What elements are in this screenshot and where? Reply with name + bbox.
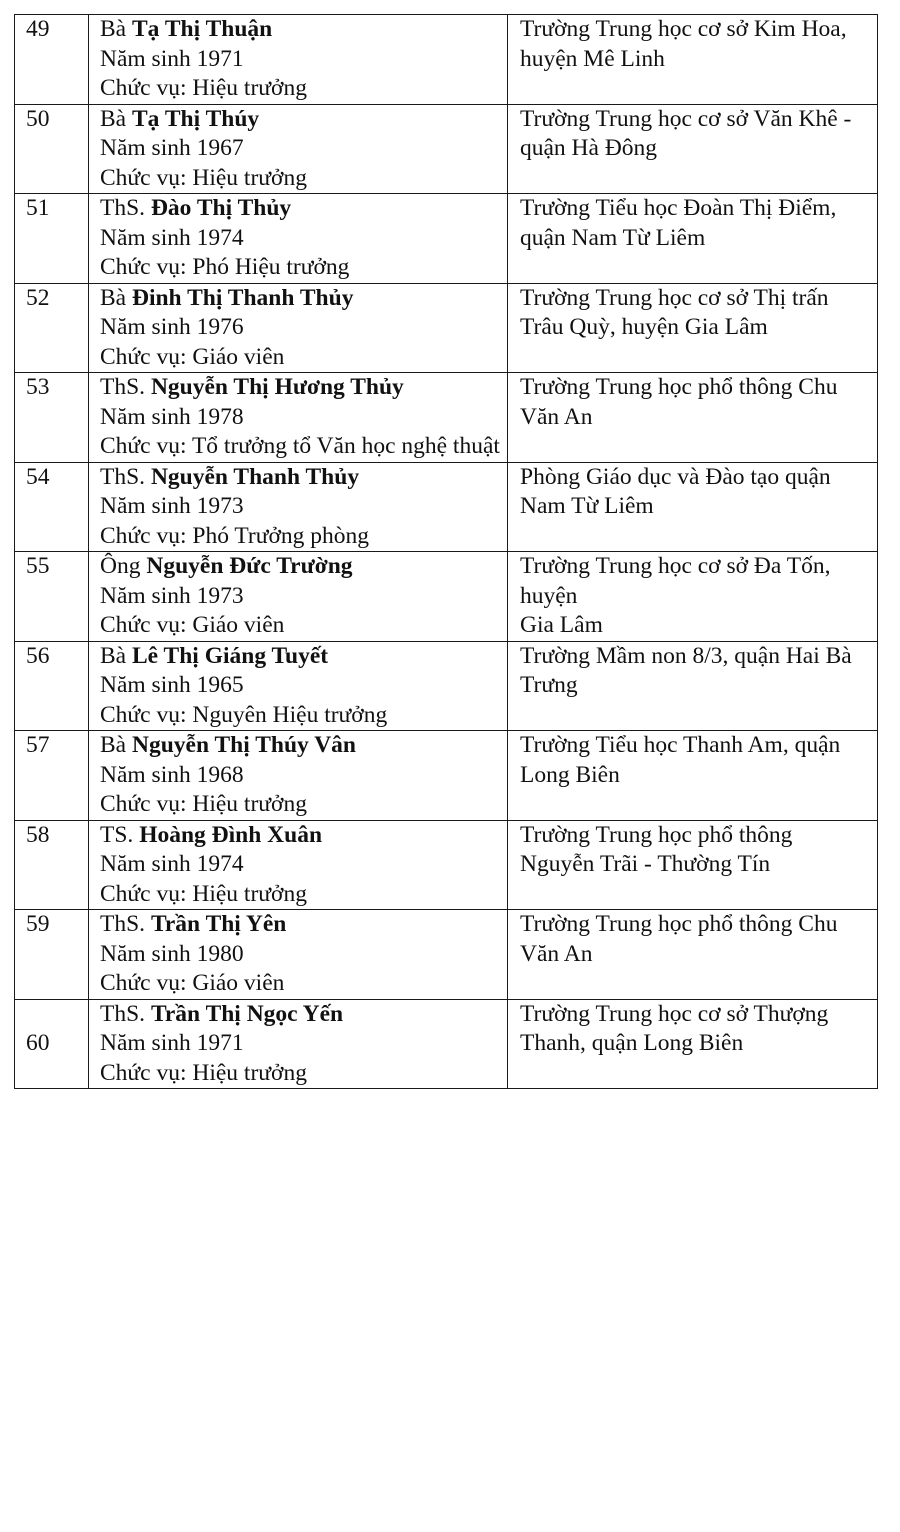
birth-year: Năm sinh 1967 xyxy=(100,135,244,161)
birth-year: Năm sinh 1971 xyxy=(100,1030,244,1056)
workplace: Trường Trung học phổ thông Chu Văn An xyxy=(520,911,838,967)
workplace: Trường Tiểu học Thanh Am, quận Long Biên xyxy=(520,732,841,788)
row-number: 55 xyxy=(15,552,89,642)
workplace-cell xyxy=(508,15,878,105)
birth-year: Năm sinh 1973 xyxy=(100,582,244,609)
workplace: Trường Trung học cơ sở Văn Khê - quận Hà Đông xyxy=(520,105,852,161)
person-name: Trần Thị Ngọc Yến xyxy=(150,1000,344,1027)
row-number: 51 xyxy=(15,194,89,284)
table-row xyxy=(15,999,878,1089)
person-cell xyxy=(89,104,508,194)
birth-year: Năm sinh 1976 xyxy=(100,314,244,340)
person-cell xyxy=(89,641,508,731)
workplace-cell xyxy=(508,104,878,194)
person-name: Hoàng Đình Xuân xyxy=(139,821,323,848)
birth-year: Năm sinh 1978 xyxy=(100,403,244,430)
person-name-line xyxy=(100,642,507,672)
person-cell xyxy=(89,552,508,642)
person-name: Tạ Thị Thuận xyxy=(131,16,273,42)
table-row xyxy=(15,641,878,731)
person-name-line xyxy=(100,15,507,45)
honorific: Bà xyxy=(100,732,127,758)
person-name: Trần Thị Yên xyxy=(150,911,287,937)
person-cell xyxy=(89,910,508,1000)
birth-year: Năm sinh 1968 xyxy=(100,761,244,788)
table-row xyxy=(15,194,878,284)
row-number: 59 xyxy=(15,910,89,1000)
workplace-cell xyxy=(508,820,878,910)
workplace: Trường Trung học cơ sở Đa Tốn, huyện xyxy=(520,553,831,609)
person-cell xyxy=(89,15,508,105)
workplace-cell xyxy=(508,283,878,373)
person-name-line xyxy=(100,284,507,314)
person-name-line xyxy=(100,105,507,135)
table-row xyxy=(15,910,878,1000)
person-cell xyxy=(89,283,508,373)
workplace-cell xyxy=(508,194,878,284)
honorific: Bà xyxy=(100,284,127,311)
workplace: Trường Mầm non 8/3, quận Hai Bà Trưng xyxy=(520,642,852,698)
position: Chức vụ: Tổ trưởng tổ Văn học nghệ thuật xyxy=(100,433,500,459)
person-name-line xyxy=(100,463,507,493)
row-number: 60 xyxy=(15,999,89,1089)
row-number: 58 xyxy=(15,820,89,910)
row-number: 56 xyxy=(15,641,89,731)
workplace: Trường Tiểu học Đoàn Thị Điểm, quận Nam Từ Liêm xyxy=(520,195,837,251)
person-name-line xyxy=(100,373,507,403)
person-name: Đinh Thị Thanh Thủy xyxy=(131,284,354,311)
position: Chức vụ: Hiệu trưởng xyxy=(100,1059,307,1086)
honorific: Ông xyxy=(100,553,141,579)
birth-year: Năm sinh 1973 xyxy=(100,493,244,519)
position: Chức vụ: Giáo viên xyxy=(100,612,285,638)
table-row xyxy=(15,820,878,910)
position: Chức vụ: Giáo viên xyxy=(100,343,285,370)
table-row xyxy=(15,373,878,463)
workplace: Trường Trung học phổ thông xyxy=(520,821,793,848)
workplace-cell xyxy=(508,731,878,821)
table-row xyxy=(15,462,878,552)
workplace: Trường Trung học cơ sở Thị trấn Trâu Quỳ, huyện Gia Lâm xyxy=(520,284,829,340)
position: Chức vụ: Nguyên Hiệu trưởng xyxy=(100,701,388,728)
person-cell xyxy=(89,999,508,1089)
person-name-line xyxy=(100,731,507,761)
table-row xyxy=(15,283,878,373)
workplace: Trường Trung học cơ sở Kim Hoa, huyện Mê Linh xyxy=(520,16,847,72)
row-number: 54 xyxy=(15,462,89,552)
birth-year: Năm sinh 1965 xyxy=(100,672,244,698)
birth-year: Năm sinh 1974 xyxy=(100,224,244,251)
person-cell xyxy=(89,820,508,910)
honorific: ThS. xyxy=(100,374,146,400)
person-name: Lê Thị Giáng Tuyết xyxy=(131,642,329,669)
honoree-table xyxy=(14,14,878,1089)
workplace-cell xyxy=(508,999,878,1089)
workplace-cell xyxy=(508,552,878,642)
position: Chức vụ: Hiệu trưởng xyxy=(100,880,307,907)
row-number: 53 xyxy=(15,373,89,463)
table-row xyxy=(15,731,878,821)
honorific: Bà xyxy=(100,642,127,669)
workplace-continued: Gia Lâm xyxy=(520,612,603,638)
table-row xyxy=(15,552,878,642)
row-number: 49 xyxy=(15,15,89,105)
honorific: ThS. xyxy=(100,463,146,490)
position: Chức vụ: Hiệu trưởng xyxy=(100,164,307,191)
honorific: ThS. xyxy=(100,195,146,221)
row-number: 52 xyxy=(15,283,89,373)
person-name-line xyxy=(100,821,507,851)
person-name: Tạ Thị Thúy xyxy=(131,105,260,132)
workplace-cell xyxy=(508,641,878,731)
person-name: Nguyễn Thanh Thủy xyxy=(150,463,360,490)
honorific: ThS. xyxy=(100,911,146,937)
workplace-continued: Nguyễn Trãi - Thường Tín xyxy=(520,851,771,877)
honorific: Bà xyxy=(100,105,127,132)
person-name-line xyxy=(100,194,507,224)
person-name-line xyxy=(100,910,507,940)
person-cell xyxy=(89,373,508,463)
birth-year: Năm sinh 1980 xyxy=(100,940,244,967)
position: Chức vụ: Giáo viên xyxy=(100,970,285,996)
person-name: Nguyễn Thị Hương Thủy xyxy=(150,374,404,400)
person-cell xyxy=(89,462,508,552)
person-cell xyxy=(89,194,508,284)
position: Chức vụ: Hiệu trưởng xyxy=(100,75,307,101)
person-name: Nguyễn Thị Thúy Vân xyxy=(131,732,357,758)
workplace: Trường Trung học phổ thông Chu Văn An xyxy=(520,374,838,430)
workplace-cell xyxy=(508,462,878,552)
honorific: ThS. xyxy=(100,1000,146,1027)
position: Chức vụ: Phó Trưởng phòng xyxy=(100,522,370,549)
position: Chức vụ: Hiệu trưởng xyxy=(100,791,307,817)
honorific: Bà xyxy=(100,16,127,42)
table-row xyxy=(15,104,878,194)
workplace: Trường Trung học cơ sở Thượng Thanh, quận Long Biên xyxy=(520,1000,829,1056)
person-name: Nguyễn Đức Trường xyxy=(146,553,353,579)
person-name-line xyxy=(100,552,507,582)
row-number: 57 xyxy=(15,731,89,821)
row-number: 50 xyxy=(15,104,89,194)
honoree-table-body xyxy=(15,15,878,1089)
person-cell xyxy=(89,731,508,821)
workplace: Phòng Giáo dục và Đào tạo quận Nam Từ Liêm xyxy=(520,463,831,519)
workplace-cell xyxy=(508,910,878,1000)
birth-year: Năm sinh 1974 xyxy=(100,851,244,877)
position: Chức vụ: Phó Hiệu trưởng xyxy=(100,254,350,280)
birth-year: Năm sinh 1971 xyxy=(100,45,244,72)
honorific: TS. xyxy=(100,821,134,848)
workplace-cell xyxy=(508,373,878,463)
person-name: Đào Thị Thủy xyxy=(150,195,292,221)
person-name-line xyxy=(100,1000,507,1030)
table-row xyxy=(15,15,878,105)
